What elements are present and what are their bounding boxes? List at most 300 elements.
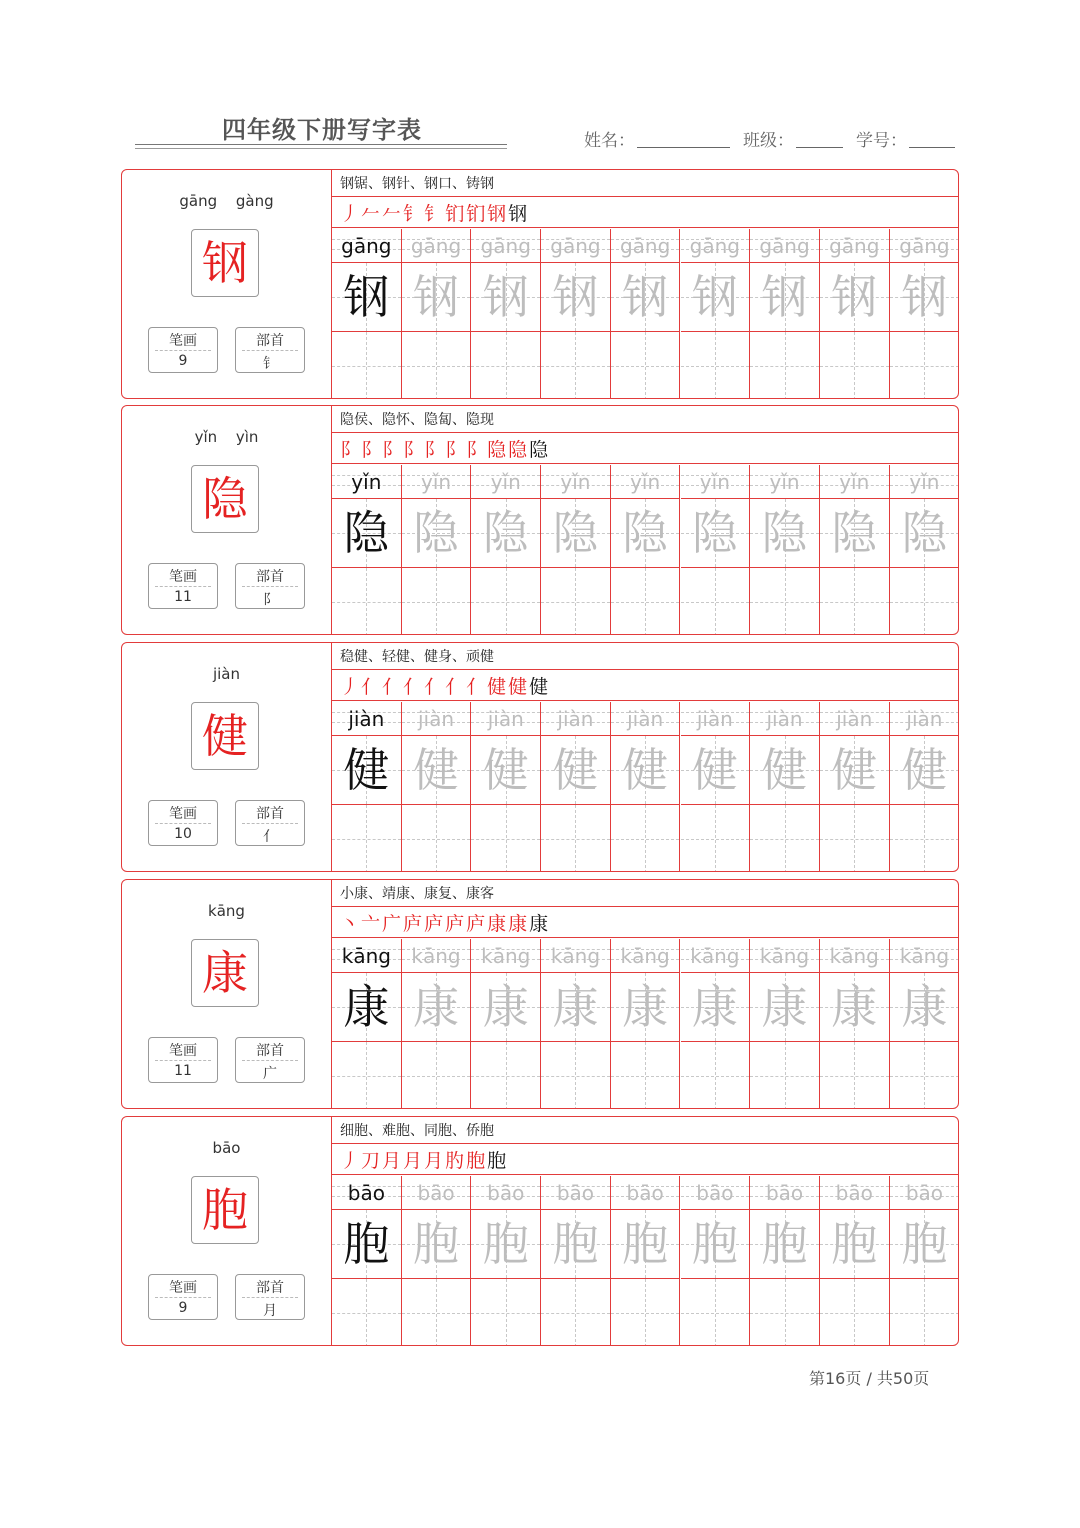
pinyin-trace: kāng xyxy=(690,943,740,968)
pinyin-trace: gāng xyxy=(899,233,950,258)
stroke-step: 亻 xyxy=(466,676,488,698)
radical-box xyxy=(235,327,305,373)
writing-cell[interactable] xyxy=(541,332,610,399)
char-display: 健 xyxy=(191,702,259,770)
char-info-panel xyxy=(122,1117,332,1345)
pinyin-trace: yǐn xyxy=(909,469,940,494)
stroke-order xyxy=(340,1146,508,1173)
pinyin-trace: bāo xyxy=(626,1180,664,1205)
stroke-count-label: 笔画 xyxy=(169,569,197,585)
writing-cell[interactable] xyxy=(681,805,750,872)
stroke-step: 健 xyxy=(529,676,551,698)
writing-cell[interactable] xyxy=(681,1279,750,1346)
practice-cell[interactable] xyxy=(890,939,959,1109)
writing-cell[interactable] xyxy=(820,1279,889,1346)
stroke-count-box xyxy=(148,563,218,609)
writing-cell[interactable] xyxy=(402,1042,471,1109)
stroke-step: 阝 xyxy=(403,439,425,461)
practice-cell[interactable] xyxy=(820,1176,890,1346)
pinyin-trace: kāng xyxy=(759,943,810,968)
practice-cell[interactable] xyxy=(750,1176,820,1346)
radical-box xyxy=(235,563,305,609)
pinyin-trace: bāo xyxy=(487,1180,525,1205)
practice-cell[interactable] xyxy=(681,1176,751,1346)
char-trace: 胞 xyxy=(761,1217,808,1271)
char-display: 胞 xyxy=(191,1176,259,1244)
pinyin-trace: bāo xyxy=(347,1180,385,1205)
writing-cell[interactable] xyxy=(890,568,959,635)
practice-cell[interactable] xyxy=(611,465,681,635)
writing-cell[interactable] xyxy=(890,1279,959,1346)
writing-cell[interactable] xyxy=(541,1042,610,1109)
stroke-step: 康 xyxy=(529,913,551,935)
char-trace: 隐 xyxy=(831,506,878,560)
char-trace: 康 xyxy=(691,980,738,1034)
practice-cell[interactable] xyxy=(541,702,611,872)
pinyin-trace: gāng xyxy=(829,233,880,258)
stroke-step: 钔 xyxy=(445,203,467,225)
practice-cell[interactable] xyxy=(402,1176,472,1346)
char-trace: 隐 xyxy=(761,506,808,560)
stroke-count-value: 11 xyxy=(174,589,192,605)
pinyin-trace: gāng xyxy=(410,233,462,258)
pinyin-trace: jiàn xyxy=(557,706,594,731)
stroke-count-label: 笔画 xyxy=(169,333,197,349)
radical-box xyxy=(235,800,305,846)
practice-cell[interactable] xyxy=(681,939,751,1109)
char-trace: 隐 xyxy=(552,506,599,560)
practice-cell[interactable] xyxy=(471,939,541,1109)
stroke-step: 钢 xyxy=(508,203,530,225)
name-field[interactable] xyxy=(637,147,730,148)
practice-cell[interactable] xyxy=(541,1176,611,1346)
writing-cell[interactable] xyxy=(820,332,889,399)
stroke-step: 阝 xyxy=(382,439,404,461)
example-words: 钢锯、钢针、钢口、铸钢 xyxy=(340,176,494,192)
char-pinyin: jiàn xyxy=(212,665,241,683)
char-trace: 钢 xyxy=(622,270,669,324)
practice-cell[interactable] xyxy=(332,939,402,1109)
practice-panel xyxy=(332,170,958,398)
practice-grid xyxy=(332,939,958,1109)
practice-cell[interactable] xyxy=(332,1176,402,1346)
example-words: 稳健、轻健、健身、顽健 xyxy=(340,649,494,665)
char-trace: 隐 xyxy=(622,506,669,560)
practice-cell[interactable] xyxy=(471,1176,541,1346)
writing-cell[interactable] xyxy=(820,568,889,635)
writing-cell[interactable] xyxy=(611,1279,680,1346)
practice-grid xyxy=(332,465,958,635)
writing-cell[interactable] xyxy=(332,1042,401,1109)
stroke-step: 庐 xyxy=(466,913,488,935)
stroke-count-label: 笔画 xyxy=(169,806,197,822)
practice-cell[interactable] xyxy=(750,229,820,399)
char-trace: 康 xyxy=(482,980,529,1034)
writing-cell[interactable] xyxy=(750,568,819,635)
radical-label: 部首 xyxy=(256,569,284,585)
stroke-count-box xyxy=(148,1037,218,1083)
char-trace: 健 xyxy=(343,743,390,797)
practice-cell[interactable] xyxy=(820,702,890,872)
stroke-count-value: 9 xyxy=(178,1300,188,1316)
radical-value: 钅 xyxy=(263,356,277,372)
writing-cell[interactable] xyxy=(402,568,471,635)
practice-grid xyxy=(332,1176,958,1346)
practice-cell[interactable] xyxy=(681,702,751,872)
stroke-step: 肑 xyxy=(445,1150,467,1172)
stroke-step: 庐 xyxy=(403,913,425,935)
writing-cell[interactable] xyxy=(611,805,680,872)
pinyin-trace: jiàn xyxy=(348,706,385,731)
pinyin-trace: kāng xyxy=(411,943,461,968)
stroke-count-value: 10 xyxy=(174,826,192,842)
practice-cell[interactable] xyxy=(750,702,820,872)
writing-cell[interactable] xyxy=(471,1042,540,1109)
char-trace: 隐 xyxy=(691,506,738,560)
stroke-step: 亻 xyxy=(445,676,467,698)
writing-cell[interactable] xyxy=(681,1042,750,1109)
writing-cell[interactable] xyxy=(541,568,610,635)
writing-cell[interactable] xyxy=(681,332,750,399)
char-info-panel xyxy=(122,880,332,1108)
char-trace: 胞 xyxy=(552,1217,599,1271)
char-display: 隐 xyxy=(191,465,259,533)
stroke-step: 钔 xyxy=(466,203,488,225)
stroke-step: 健 xyxy=(508,676,530,698)
pinyin-trace: kāng xyxy=(481,943,531,968)
char-trace: 胞 xyxy=(413,1217,460,1271)
practice-cell[interactable] xyxy=(332,702,402,872)
char-trace: 健 xyxy=(831,743,878,797)
pinyin-trace: yǐn xyxy=(839,469,870,494)
char-trace: 健 xyxy=(622,743,669,797)
stroke-order xyxy=(340,909,550,936)
char-trace: 胞 xyxy=(901,1217,948,1271)
pinyin-trace: jiàn xyxy=(836,706,873,731)
practice-cell[interactable] xyxy=(332,229,402,399)
stroke-step: 亻 xyxy=(403,676,425,698)
practice-cell[interactable] xyxy=(890,229,959,399)
pinyin-trace: jiàn xyxy=(906,706,943,731)
practice-cell[interactable] xyxy=(890,465,959,635)
writing-cell[interactable] xyxy=(820,805,889,872)
writing-cell[interactable] xyxy=(820,1042,889,1109)
page-number: 第16页 / 共50页 xyxy=(809,1369,930,1388)
id-label: 学号： xyxy=(856,131,907,151)
practice-cell[interactable] xyxy=(402,229,472,399)
pinyin-trace: kāng xyxy=(829,943,879,968)
practice-cell[interactable] xyxy=(541,229,611,399)
writing-cell[interactable] xyxy=(332,805,401,872)
pinyin-trace: bāo xyxy=(696,1180,734,1205)
pinyin-trace: yǐn xyxy=(630,469,661,494)
char-pinyin: kāng xyxy=(208,902,245,920)
char-trace: 钢 xyxy=(691,270,738,324)
pinyin-trace: jiàn xyxy=(487,706,524,731)
char-trace: 健 xyxy=(901,743,948,797)
char-pinyin: yǐn yìn xyxy=(194,428,259,446)
writing-cell[interactable] xyxy=(332,568,401,635)
char-trace: 胞 xyxy=(482,1217,529,1271)
id-field[interactable] xyxy=(909,147,955,148)
writing-cell[interactable] xyxy=(402,1279,471,1346)
example-words: 细胞、难胞、同胞、侨胞 xyxy=(340,1123,494,1139)
char-trace: 胞 xyxy=(831,1217,878,1271)
stroke-count-value: 11 xyxy=(174,1063,192,1079)
practice-panel xyxy=(332,1117,958,1345)
class-label: 班级： xyxy=(743,131,794,151)
stroke-step: 阝 xyxy=(361,439,383,461)
practice-cell[interactable] xyxy=(541,939,611,1109)
pinyin-trace: gāng xyxy=(689,233,740,258)
stroke-order xyxy=(340,199,529,226)
stroke-step: 刀 xyxy=(361,1150,383,1172)
char-trace: 健 xyxy=(691,743,738,797)
char-card xyxy=(121,879,959,1109)
stroke-step: 健 xyxy=(487,676,509,698)
title-underline-thin xyxy=(135,148,507,149)
char-trace: 钢 xyxy=(343,270,390,324)
stroke-count-label: 笔画 xyxy=(169,1043,197,1059)
char-trace: 康 xyxy=(901,980,948,1034)
stroke-step: 亻 xyxy=(424,676,446,698)
char-card xyxy=(121,169,959,399)
stroke-order xyxy=(340,672,550,699)
writing-cell[interactable] xyxy=(890,332,959,399)
writing-cell[interactable] xyxy=(750,332,819,399)
pinyin-trace: kāng xyxy=(620,943,670,968)
practice-cell[interactable] xyxy=(402,465,472,635)
pinyin-trace: jiàn xyxy=(418,706,455,731)
stroke-step: 广 xyxy=(382,913,404,935)
stroke-step: 𠂉 xyxy=(361,203,383,225)
practice-cell[interactable] xyxy=(890,1176,959,1346)
pinyin-trace: bāo xyxy=(835,1180,873,1205)
writing-cell[interactable] xyxy=(611,568,680,635)
writing-cell[interactable] xyxy=(402,332,471,399)
pinyin-trace: yǐn xyxy=(351,469,382,494)
char-trace: 康 xyxy=(761,980,808,1034)
radical-label: 部首 xyxy=(256,1280,284,1296)
stroke-step: 胞 xyxy=(487,1150,509,1172)
char-trace: 健 xyxy=(413,743,460,797)
writing-cell[interactable] xyxy=(750,1279,819,1346)
practice-cell[interactable] xyxy=(681,465,751,635)
char-trace: 钢 xyxy=(482,270,529,324)
stroke-step: 月 xyxy=(424,1150,446,1172)
writing-cell[interactable] xyxy=(611,332,680,399)
stroke-step: 丿 xyxy=(340,676,362,698)
stroke-step: 亠 xyxy=(361,913,383,935)
writing-cell[interactable] xyxy=(471,332,540,399)
char-trace: 康 xyxy=(343,980,390,1034)
stroke-step: 𠂉 xyxy=(382,203,404,225)
char-trace: 康 xyxy=(622,980,669,1034)
stroke-step: 钢 xyxy=(487,203,509,225)
char-trace: 隐 xyxy=(482,506,529,560)
stroke-step: 月 xyxy=(403,1150,425,1172)
pinyin-trace: yǐn xyxy=(490,469,521,494)
practice-cell[interactable] xyxy=(471,465,541,635)
writing-cell[interactable] xyxy=(471,568,540,635)
practice-cell[interactable] xyxy=(681,229,751,399)
char-display: 钢 xyxy=(191,229,259,297)
stroke-count-box xyxy=(148,800,218,846)
pinyin-trace: bāo xyxy=(765,1180,804,1205)
stroke-step: 亻 xyxy=(382,676,404,698)
title-underline xyxy=(135,144,507,145)
char-trace: 钢 xyxy=(831,270,878,324)
char-trace: 隐 xyxy=(413,506,460,560)
pinyin-trace: kāng xyxy=(341,943,391,968)
practice-cell[interactable] xyxy=(890,702,959,872)
radical-box xyxy=(235,1037,305,1083)
pinyin-trace: bāo xyxy=(905,1180,944,1205)
stroke-step: 钅 xyxy=(403,203,425,225)
practice-grid xyxy=(332,702,958,872)
stroke-step: 隐 xyxy=(529,439,551,461)
char-info-panel xyxy=(122,170,332,398)
practice-panel xyxy=(332,406,958,634)
char-info-panel xyxy=(122,406,332,634)
char-card xyxy=(121,1116,959,1346)
class-field[interactable] xyxy=(796,147,843,148)
char-trace: 健 xyxy=(761,743,808,797)
char-trace: 钢 xyxy=(761,270,808,324)
radical-label: 部首 xyxy=(256,806,284,822)
stroke-step: 隐 xyxy=(487,439,509,461)
writing-cell[interactable] xyxy=(332,1279,401,1346)
writing-cell[interactable] xyxy=(471,1279,540,1346)
stroke-count-box xyxy=(148,327,218,373)
pinyin-trace: gāng xyxy=(480,233,531,258)
stroke-step: 月 xyxy=(382,1150,404,1172)
stroke-step: 康 xyxy=(487,913,509,935)
stroke-step: 隐 xyxy=(508,439,530,461)
char-trace: 康 xyxy=(831,980,878,1034)
writing-cell[interactable] xyxy=(402,805,471,872)
practice-cell[interactable] xyxy=(471,702,541,872)
pinyin-trace: jiàn xyxy=(766,706,803,731)
stroke-step: 康 xyxy=(508,913,530,935)
stroke-count-label: 笔画 xyxy=(169,1280,197,1296)
practice-cell[interactable] xyxy=(820,229,890,399)
radical-label: 部首 xyxy=(256,1043,284,1059)
stroke-count-box xyxy=(148,1274,218,1320)
practice-cell[interactable] xyxy=(611,1176,681,1346)
pinyin-trace: gāng xyxy=(619,233,671,258)
pinyin-trace: yǐn xyxy=(769,469,800,494)
stroke-order xyxy=(340,435,550,462)
char-trace: 康 xyxy=(552,980,599,1034)
stroke-step: 胞 xyxy=(466,1150,488,1172)
practice-cell[interactable] xyxy=(471,229,541,399)
radical-value: 阝 xyxy=(263,592,277,608)
radical-value: 亻 xyxy=(263,829,277,845)
practice-cell[interactable] xyxy=(750,939,820,1109)
radical-value: 广 xyxy=(263,1066,277,1082)
name-label: 姓名： xyxy=(584,131,635,151)
stroke-step: 阝 xyxy=(424,439,446,461)
practice-cell[interactable] xyxy=(750,465,820,635)
stroke-step: 庐 xyxy=(445,913,467,935)
practice-cell[interactable] xyxy=(820,939,890,1109)
stroke-step: 阝 xyxy=(445,439,467,461)
char-card xyxy=(121,642,959,872)
radical-value: 月 xyxy=(263,1303,277,1319)
writing-cell[interactable] xyxy=(750,805,819,872)
practice-cell[interactable] xyxy=(402,939,472,1109)
char-pinyin: bāo xyxy=(212,1139,241,1157)
stroke-step: 庐 xyxy=(424,913,446,935)
pinyin-trace: jiàn xyxy=(627,706,664,731)
writing-cell[interactable] xyxy=(541,805,610,872)
practice-grid xyxy=(332,229,958,399)
pinyin-trace: jiàn xyxy=(696,706,733,731)
pinyin-trace: yǐn xyxy=(560,469,591,494)
pinyin-trace: yǐn xyxy=(420,469,452,494)
char-trace: 康 xyxy=(413,980,460,1034)
writing-cell[interactable] xyxy=(681,568,750,635)
pinyin-trace: bāo xyxy=(556,1180,595,1205)
writing-cell[interactable] xyxy=(890,1042,959,1109)
writing-cell[interactable] xyxy=(541,1279,610,1346)
pinyin-trace: gāng xyxy=(550,233,601,258)
practice-cell[interactable] xyxy=(332,465,402,635)
char-trace: 钢 xyxy=(901,270,948,324)
pinyin-trace: gāng xyxy=(341,233,392,258)
page-title: 四年级下册写字表 xyxy=(222,116,422,144)
pinyin-trace: gāng xyxy=(759,233,810,258)
char-card xyxy=(121,405,959,635)
practice-panel xyxy=(332,880,958,1108)
pinyin-trace: yǐn xyxy=(699,469,730,494)
writing-cell[interactable] xyxy=(890,805,959,872)
char-trace: 隐 xyxy=(901,506,948,560)
radical-box xyxy=(235,1274,305,1320)
stroke-step: 亻 xyxy=(361,676,383,698)
practice-cell[interactable] xyxy=(611,229,681,399)
practice-cell[interactable] xyxy=(611,939,681,1109)
writing-cell[interactable] xyxy=(750,1042,819,1109)
writing-cell[interactable] xyxy=(471,805,540,872)
stroke-step: 阝 xyxy=(466,439,488,461)
example-words: 隐侯、隐怀、隐匐、隐现 xyxy=(340,412,494,428)
char-trace: 健 xyxy=(482,743,529,797)
char-trace: 健 xyxy=(552,743,599,797)
char-trace: 胞 xyxy=(622,1217,669,1271)
practice-cell[interactable] xyxy=(611,702,681,872)
example-words: 小康、靖康、康复、康客 xyxy=(340,886,494,902)
stroke-step: 钅 xyxy=(424,203,446,225)
char-trace: 隐 xyxy=(343,506,390,560)
practice-cell[interactable] xyxy=(820,465,890,635)
writing-cell[interactable] xyxy=(611,1042,680,1109)
pinyin-trace: bāo xyxy=(417,1180,455,1205)
writing-cell[interactable] xyxy=(332,332,401,399)
char-trace: 钢 xyxy=(413,270,460,324)
practice-cell[interactable] xyxy=(402,702,472,872)
stroke-count-value: 9 xyxy=(178,353,188,369)
practice-panel xyxy=(332,643,958,871)
stroke-step: 丶 xyxy=(340,913,362,935)
practice-cell[interactable] xyxy=(541,465,611,635)
char-pinyin: gāng gàng xyxy=(179,192,274,210)
char-info-panel xyxy=(122,643,332,871)
radical-label: 部首 xyxy=(256,333,284,349)
pinyin-trace: kāng xyxy=(899,943,950,968)
char-trace: 胞 xyxy=(691,1217,738,1271)
